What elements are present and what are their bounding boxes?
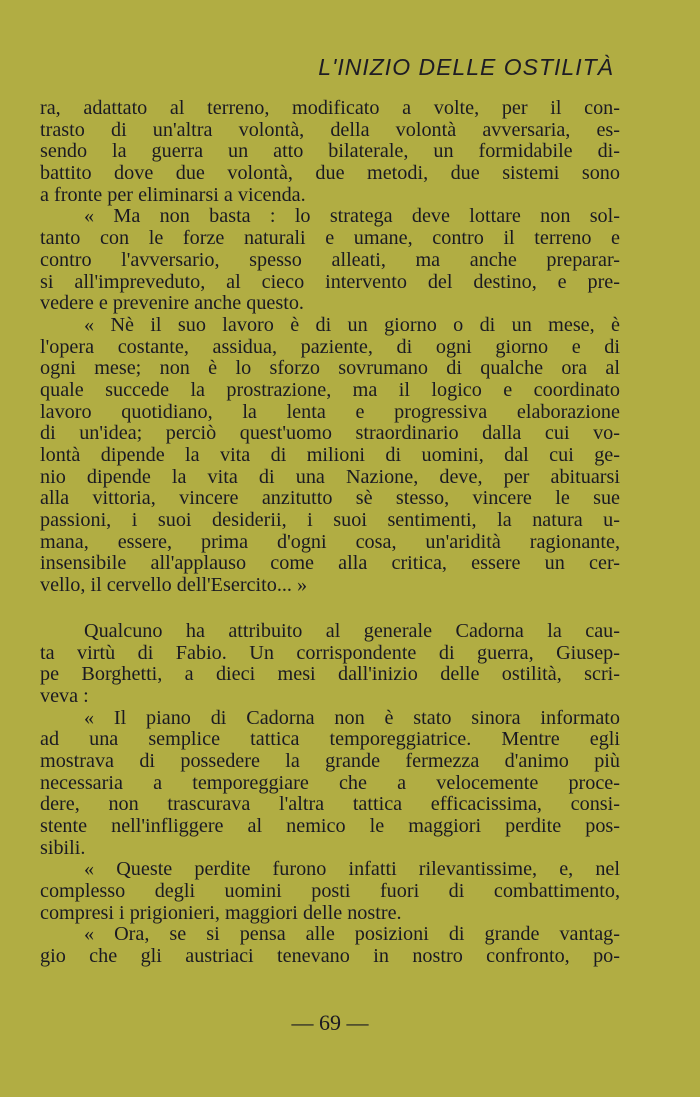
text-line: sendo la guerra un atto bilaterale, un formidabile di- [40, 140, 620, 163]
text-line: insensibile all'applauso come alla critica, essere un cer- [40, 552, 620, 575]
paragraph [40, 315, 620, 597]
text-line: ad una semplice tattica temporeggiatrice. Mentre egli [40, 728, 620, 751]
running-head: L'INIZIO DELLE OSTILITÀ [318, 54, 614, 80]
text-line: compresi i prigionieri, maggiori delle nostre. [40, 901, 402, 924]
text-line: alla vittoria, vincere anzitutto sè stesso, vincere le sue [40, 487, 620, 510]
body-text [40, 98, 620, 968]
text-line: lontà dipende la vita di milioni di uomini, dal cui ge- [40, 444, 620, 466]
text-line: ta virtù di Fabio. Un corrispondente di guerra, Giusep- [40, 641, 620, 664]
text-line: tanto con le forze naturali e umane, contro il terreno e [40, 227, 620, 250]
paragraph [40, 98, 620, 206]
text-line: a fronte per eliminarsi a vicenda. [40, 183, 306, 206]
page-number: — 69 — [291, 1010, 369, 1035]
text-line: vello, il cervello dell'Esercito... » [40, 574, 308, 597]
text-line: ogni mese; non è lo sforzo sovrumano di qualche ora al [40, 357, 620, 380]
text-line: dere, non trascurava l'altra tattica efficacissima, consi- [40, 793, 620, 816]
text-line: « Ora, se si pensa alle posizioni di grande vantag- [84, 923, 620, 946]
text-line: ra, adattato al terreno, modificato a volte, per il con- [40, 97, 620, 119]
paragraph [40, 206, 620, 314]
text-line: « Il piano di Cadorna non è stato sinora informato [84, 706, 620, 729]
text-line: stente nell'infliggere al nemico le maggiori perdite pos- [40, 815, 620, 837]
text-line: di un'idea; perciò quest'uomo straordinario dalla cui vo- [40, 422, 620, 445]
text-line: « Nè il suo lavoro è di un giorno o di un mese, è [84, 313, 620, 336]
text-line: quale succede la prostrazione, ma il logico e coordinato [40, 378, 620, 401]
section-gap [40, 597, 620, 621]
text-line: contro l'avversario, spesso alleati, ma anche preparar- [40, 248, 620, 271]
text-line: sibili. [40, 836, 86, 859]
text-line: mostrava di possedere la grande fermezza d'animo più [40, 749, 620, 772]
text-line: « Ma non basta : lo stratega deve lottare non sol- [84, 205, 620, 228]
text-line: trasto di un'altra volontà, della volontà avversaria, es- [40, 118, 620, 141]
text-line: complesso degli uomini posti fuori di combattimento, [40, 880, 620, 903]
paragraph [40, 708, 620, 860]
text-line: pe Borghetti, a dieci mesi dall'inizio delle ostilità, scri- [40, 663, 620, 686]
text-line: mana, essere, prima d'ogni cosa, un'aridità ragionante, [40, 530, 620, 553]
text-line: Qualcuno ha attribuito al generale Cadorna la cau- [84, 619, 620, 642]
text-line: l'opera costante, assidua, paziente, di ogni giorno e di [40, 335, 620, 358]
text-line: passioni, i suoi desiderii, i suoi sentimenti, la natura u- [40, 509, 620, 532]
text-line: veva : [40, 684, 89, 707]
paragraph [40, 924, 620, 967]
text-line: « Queste perdite furono infatti rilevantissime, e, nel [84, 858, 620, 881]
text-line: necessaria a temporeggiare che a velocemente proce- [40, 771, 620, 794]
text-line: gio che gli austriaci tenevano in nostro confronto, po- [40, 945, 620, 968]
text-line: battito dove due volontà, due metodi, due sistemi sono [40, 162, 620, 185]
text-line: nio dipende la vita di una Nazione, deve, per abituarsi [40, 465, 620, 488]
paragraph [40, 621, 620, 708]
paragraph [40, 859, 620, 924]
text-line: si all'impreveduto, al cieco intervento del destino, e pre- [40, 270, 620, 293]
text-line: vedere e prevenire anche questo. [40, 292, 304, 315]
text-line: lavoro quotidiano, la lenta e progressiva elaborazione [40, 400, 620, 423]
